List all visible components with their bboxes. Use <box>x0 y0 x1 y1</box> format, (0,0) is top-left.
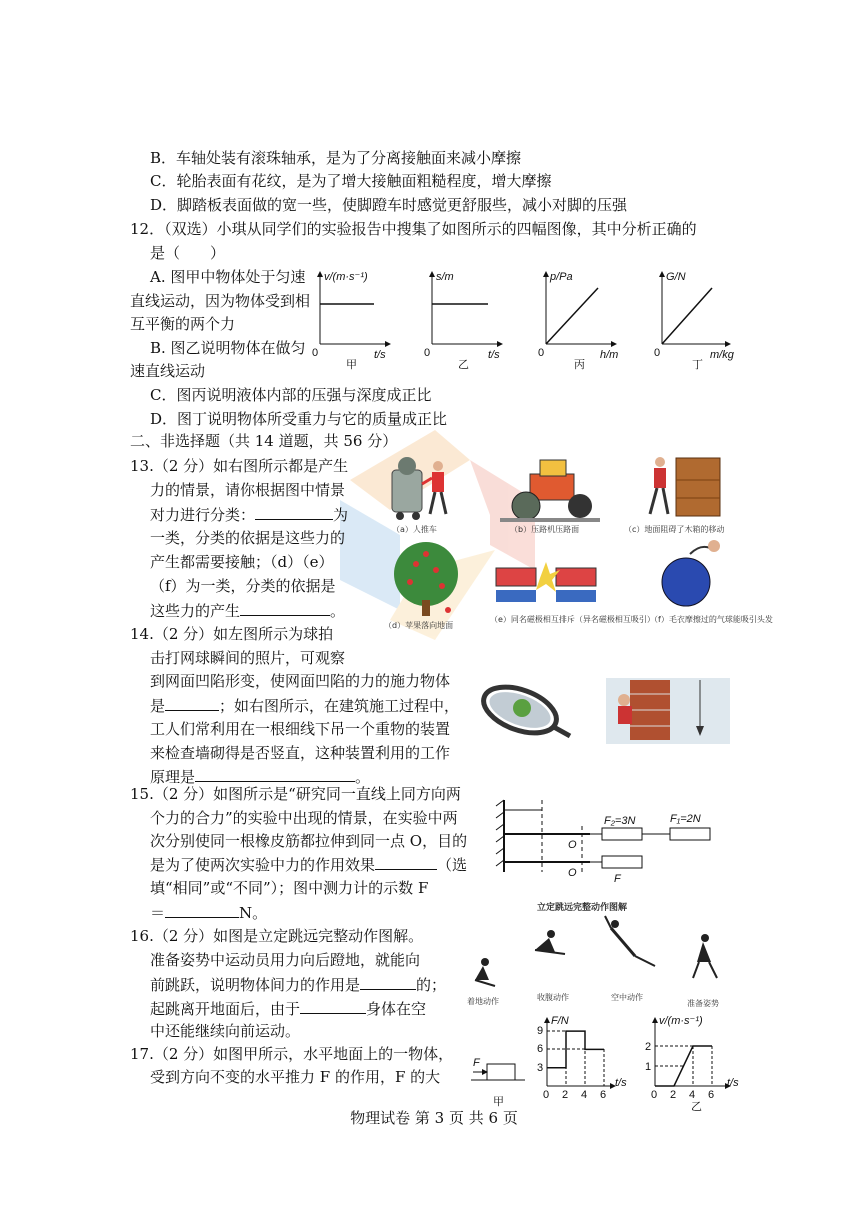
q17-fgraph-ytick-3: 3 <box>537 1062 544 1074</box>
page-footer: 物理试卷 第 3 页 共 6 页 <box>350 1109 518 1127</box>
q17-fgraph-xtick-6: 6 <box>600 1089 607 1101</box>
q17-vgraph-ytick-2: 2 <box>645 1041 652 1053</box>
q15-line3: 次分别使同一根橡皮筋都拉伸到同一点 O，目的 <box>150 832 468 850</box>
q13-line7: 这些力的产生 。 <box>150 599 345 622</box>
scene-person-pushing-cart <box>392 457 446 520</box>
q17-fgraph-xtick-0: 0 <box>543 1089 550 1101</box>
caption-e: （e）同名磁极相互排斥（异名磁极相互吸引） <box>490 615 655 624</box>
graph-bing-ylabel: p/Pa <box>550 271 573 283</box>
q16-line1: 16.（2 分）如图是立定跳远完整动作图解。 <box>130 927 424 945</box>
q14-line3: 到网面凹陷形变，使网面凹陷的力的施力物体 <box>150 672 451 690</box>
graph-bing-name: 丙 <box>574 359 585 371</box>
q17-vgraph-xtick-2: 2 <box>670 1089 677 1101</box>
caption-d: （d）苹果落向地面 <box>384 621 454 630</box>
q16-line3: 前跳跃，说明物体间力的作用是 的； <box>150 973 446 996</box>
q17-fgraph-xlabel: t/s <box>615 1077 627 1089</box>
q13-blank-1[interactable] <box>255 503 333 520</box>
graph-ding-ylabel: G/N <box>666 271 686 283</box>
section-heading: 二、非选择题（共 14 道题，共 56 分） <box>130 432 398 450</box>
q17-jia-label: 甲 <box>493 1096 504 1108</box>
graph-yi-ylabel: s/m <box>436 271 454 283</box>
q15-line2: 个力的合力”的实验中出现的情景，在实验中两 <box>150 809 458 827</box>
q16-blank-2[interactable] <box>300 997 366 1014</box>
graph-jia-ylabel: v/(m·s⁻¹) <box>324 271 368 283</box>
q17-fgraph-series <box>547 1031 604 1068</box>
q17-line1: 17.（2 分）如图甲所示，水平地面上的一物体， <box>130 1045 454 1063</box>
graph-ding-name: 丁 <box>692 359 703 371</box>
q14-blank-2[interactable] <box>195 765 355 782</box>
q17-force-graph <box>537 1015 627 1101</box>
plumb-line-image <box>606 678 730 744</box>
graph-yi-xlabel: t/s <box>488 349 500 361</box>
graph-jia-origin: 0 <box>312 347 319 359</box>
jumper-landing <box>475 958 495 986</box>
q17-yi-label: 乙 <box>691 1101 702 1113</box>
q16-line2: 准备姿势中运动员用力向后蹬地，就能向 <box>150 951 421 969</box>
q14-line4: 是 ；如右图所示，在建筑施工过程中， <box>150 694 459 717</box>
q17-vgraph-series <box>655 1046 712 1086</box>
q15-o-label-2: O <box>568 867 577 879</box>
q13-blank-2[interactable] <box>240 599 330 616</box>
q16-caption-flight: 空中动作 <box>611 993 643 1002</box>
q13-line1: 13.（2 分）如右图所示都是产生 <box>130 457 349 475</box>
q17-line2: 受到方向不变的水平推力 F 的作用，F 的大 <box>150 1068 441 1086</box>
q15-rubber-band-figure <box>490 796 725 885</box>
q14-line7: 原理是 。 <box>150 765 370 788</box>
q17-vgraph-xtick-4: 4 <box>689 1089 696 1101</box>
q15-o-label-1: O <box>568 839 577 851</box>
q16-figure-title: 立定跳远完整动作图解 <box>537 903 628 913</box>
graph-bing <box>538 271 618 371</box>
q14-line2: 击打网球瞬间的照片，可观察 <box>150 649 346 667</box>
q17-figures <box>465 1010 755 1113</box>
graph-yi-origin: 0 <box>424 347 431 359</box>
q13-line6: （f）为一类，分类的依据是 <box>150 577 336 595</box>
q14-line5: 工人们常利用在一根细线下吊一个重物的装置 <box>150 720 451 738</box>
q16-line4: 起跳离开地面后，由于 身体在空 <box>150 997 426 1020</box>
q15-line4: 是为了使两次实验中力的作用效果 （选 <box>150 853 467 876</box>
q17-velocity-graph <box>645 1015 739 1113</box>
q12-option-d: D．图丁说明物体所受重力与它的质量成正比 <box>150 410 448 428</box>
q17-vgraph-xlabel: t/s <box>727 1077 739 1089</box>
q15-f-label: F <box>614 873 621 885</box>
graph-ding-xlabel: m/kg <box>710 349 734 361</box>
q12-option-c: C．图丙说明液体内部的压强与深度成正比 <box>150 386 432 404</box>
q15-f2-label: F₂=3N <box>604 815 636 827</box>
graph-jia <box>312 271 390 371</box>
tennis-racket-image <box>477 678 570 742</box>
scene-road-roller <box>500 460 600 522</box>
q12-graphs <box>310 266 750 372</box>
q17-fig-jia <box>471 1057 525 1108</box>
q17-fgraph-ylabel: F/N <box>551 1015 569 1027</box>
graph-ding <box>654 271 735 371</box>
q11-option-b: B．车轴处装有滚珠轴承，是为了分离接触面来减小摩擦 <box>150 149 522 167</box>
scene-apple-tree <box>394 542 458 616</box>
graph-jia-name: 甲 <box>346 359 357 371</box>
caption-c: （c）地面阻碍了木箱的移动 <box>624 525 725 534</box>
graph-yi <box>424 271 502 371</box>
q16-caption-tuck: 收腹动作 <box>537 993 569 1002</box>
caption-b: （b）压路机压路面 <box>510 525 580 534</box>
q12-stem-cont: 是（ ） <box>150 244 226 262</box>
q17-vgraph-ytick-1: 1 <box>645 1061 652 1073</box>
q14-pictures <box>480 672 730 752</box>
jumper-tuck <box>535 930 565 954</box>
q15-line6: ＝ N。 <box>150 901 267 924</box>
q17-fgraph-xtick-4: 4 <box>581 1089 588 1101</box>
q17-fgraph-xtick-2: 2 <box>562 1089 569 1101</box>
q15-blank-2[interactable] <box>165 901 239 918</box>
q14-blank-1[interactable] <box>165 694 219 711</box>
q16-long-jump-figure <box>455 900 735 1010</box>
q14-line6: 来检查墙砌得是否竖直，这种装置利用的工作 <box>150 744 451 762</box>
graph-jia-xlabel: t/s <box>374 349 386 361</box>
q12-option-b: B. 图乙说明物体在做匀 <box>150 339 306 357</box>
q16-line5: 中还能继续向前运动。 <box>150 1022 301 1040</box>
q13-force-scenes <box>380 450 773 630</box>
q17-jia-force-label: F <box>473 1057 480 1069</box>
jumper-flight <box>605 916 655 966</box>
q15-line5: 填“相同”或“不同”）；图中测力计的示数 F <box>150 879 429 897</box>
q13-line5: 产生都需要接触；（d）（e） <box>150 553 334 571</box>
q15-f1-label: F₁=2N <box>670 813 701 825</box>
jumper-ready <box>693 934 717 978</box>
q12-option-a-cont2: 互平衡的两个力 <box>130 315 236 333</box>
graph-yi-name: 乙 <box>458 359 469 371</box>
q16-caption-ready: 准备姿势 <box>687 999 719 1008</box>
q12-option-b-cont: 速直线运动 <box>130 362 206 380</box>
q15-line1: 15.（2 分）如图所示是“研究同一直线上同方向两 <box>130 785 461 803</box>
q13-line3: 对力进行分类： 为 <box>150 503 348 526</box>
q17-vgraph-xtick-6: 6 <box>708 1089 715 1101</box>
scene-balloon <box>662 540 720 606</box>
q13-line4: 一类，分类的依据是这些力的 <box>150 529 346 547</box>
q15-blank-1[interactable] <box>375 853 437 870</box>
q17-fgraph-ytick-9: 9 <box>537 1025 544 1037</box>
q17-fgraph-ytick-6: 6 <box>537 1043 544 1055</box>
caption-f: （f）毛衣摩擦过的气球能吸引头发 <box>650 615 773 624</box>
q16-caption-landing: 着地动作 <box>467 997 499 1006</box>
q17-vgraph-ylabel: v/(m·s⁻¹) <box>659 1015 703 1027</box>
graph-bing-origin: 0 <box>538 347 545 359</box>
scene-magnets <box>496 562 596 602</box>
q13-line2: 力的情景，请你根据图中情景 <box>150 481 346 499</box>
scene-pushing-wooden-box <box>650 457 720 516</box>
q11-option-c: C．轮胎表面有花纹，是为了增大接触面粗糙程度，增大摩擦 <box>150 172 552 190</box>
q12-option-a-cont: 直线运动，因为物体受到相 <box>130 292 311 310</box>
q11-option-d: D．脚踏板表面做的宽一些，使脚蹬车时感觉更舒服些，减小对脚的压强 <box>150 196 628 214</box>
caption-a: （a）人推车 <box>392 525 437 534</box>
q14-line1: 14.（2 分）如左图所示为球拍 <box>130 625 334 643</box>
q17-vgraph-xtick-0: 0 <box>651 1089 658 1101</box>
q12-stem: 12．（双选）小琪从同学们的实验报告中搜集了如图所示的四幅图像，其中分析正确的 <box>130 220 697 238</box>
q16-blank-1[interactable] <box>360 973 416 990</box>
graph-ding-origin: 0 <box>654 347 661 359</box>
q12-option-a: A. 图甲中物体处于匀速 <box>150 268 306 286</box>
graph-bing-xlabel: h/m <box>600 349 619 361</box>
